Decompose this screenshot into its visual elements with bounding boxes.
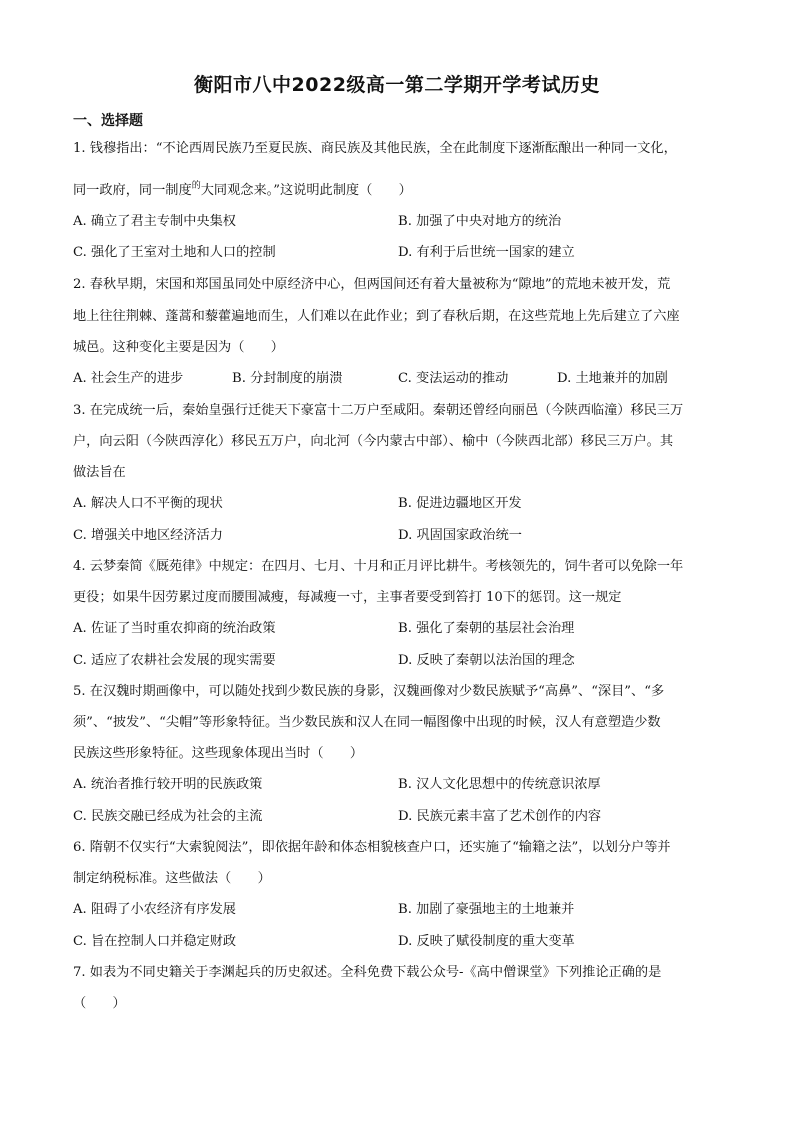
q2-line-2: 地上往往荆棘、蓬蒿和藜藿遍地而生，人们难以在此作业；到了春秋后期，在这些荒地上先后建立了六座 bbox=[73, 309, 680, 324]
q1-line-2-tail: 大同观念来。”这说明此制度（ ） bbox=[200, 183, 412, 198]
q3-line-2: 户，向云阳（今陕西淳化）移民五万户，向北河（今内蒙古中部）、榆中（今陕西北部）移民三万户。其 bbox=[73, 434, 674, 449]
q3-option-d: D. 巩固国家政治统一 bbox=[398, 528, 522, 543]
q5-line-1: 5. 在汉魏时期画像中，可以随处找到少数民族的身影，汉魏画像对少数民族赋予“高鼻”、“深目”、“多 bbox=[73, 684, 665, 699]
q1-line-2-text: 同一政府，同一制度 bbox=[73, 183, 192, 198]
q3-option-c: C. 增强关中地区经济活力 bbox=[73, 528, 223, 543]
q2-option-a: A. 社会生产的进步 bbox=[73, 371, 184, 386]
q4-option-a: A. 佐证了当时重农抑商的统治政策 bbox=[73, 621, 276, 636]
q1-line-1: 1. 钱穆指出：“不论西周民族乃至夏民族、商民族及其他民族，全在此制度下逐渐酝酿出一种同一文化， bbox=[73, 141, 677, 156]
q1-superscript: 的 bbox=[191, 181, 201, 191]
q4-line-2: 更役；如果牛因劳累过度而腰围减瘦，每减瘦一寸，主事者要受到笞打 10下的惩罚。这一规定 bbox=[73, 590, 622, 605]
q7-line-2: （ ） bbox=[73, 996, 126, 1011]
q2-line-3: 城邑。这种变化主要是因为（ ） bbox=[73, 340, 284, 355]
section-heading: 一、选择题 bbox=[73, 113, 143, 129]
q4-option-b: B. 强化了秦朝的基层社会治理 bbox=[398, 621, 575, 636]
q5-option-d: D. 民族元素丰富了艺术创作的内容 bbox=[398, 809, 602, 824]
q4-option-c: C. 适应了农耕社会发展的现实需要 bbox=[73, 653, 276, 668]
q2-option-d: D. 土地兼并的加剧 bbox=[557, 371, 668, 386]
q6-line-2: 制定纳税标准。这些做法（ ） bbox=[73, 871, 271, 886]
q3-line-1: 3. 在完成统一后，秦始皇强行迁徙天下豪富十二万户至咸阳。秦朝还曾经向丽邑（今陕西临潼）移民三万 bbox=[73, 403, 684, 418]
q6-option-d: D. 反映了赋役制度的重大变革 bbox=[398, 934, 575, 949]
q2-line-1: 2. 春秋早期，宋国和郑国虽同处中原经济中心，但两国间还有着大量被称为“隙地”的荒地未被开发，荒 bbox=[73, 277, 671, 292]
q3-line-3: 做法旨在 bbox=[73, 465, 126, 480]
q3-option-b: B. 促进边疆地区开发 bbox=[398, 496, 522, 511]
q1-option-d: D. 有利于后世统一国家的建立 bbox=[398, 245, 575, 260]
page-title: 衡阳市八中2022级高一第二学期开学考试历史 bbox=[194, 74, 600, 96]
q1-option-b: B. 加强了中央对地方的统治 bbox=[398, 214, 562, 229]
q2-option-c: C. 变法运动的推动 bbox=[398, 371, 509, 386]
q2-option-b: B. 分封制度的崩溃 bbox=[232, 371, 343, 386]
q1-option-a: A. 确立了君主专制中央集权 bbox=[73, 214, 236, 229]
q6-line-1: 6. 隋朝不仅实行“大索貌阅法”，即依据年龄和体态相貌核查户口，还实施了“输籍之法”，以划分户等并 bbox=[73, 840, 671, 855]
q4-option-d: D. 反映了秦朝以法治国的理念 bbox=[398, 653, 575, 668]
q4-line-1: 4. 云梦秦简《厩苑律》中规定：在四月、七月、十月和正月评比耕牛。考核领先的，饲牛者可以免除一年 bbox=[73, 559, 684, 574]
q3-option-a: A. 解决人口不平衡的现状 bbox=[73, 496, 223, 511]
q6-option-c: C. 旨在控制人口并稳定财政 bbox=[73, 934, 237, 949]
q1-option-c: C. 强化了王室对土地和人口的控制 bbox=[73, 245, 276, 260]
q5-option-a: A. 统治者推行较开明的民族政策 bbox=[73, 777, 263, 792]
q1-line-2 bbox=[73, 177, 723, 200]
q6-option-b: B. 加剧了豪强地主的土地兼并 bbox=[398, 902, 575, 917]
q5-line-3: 民族这些形象特征。这些现象体现出当时（ ） bbox=[73, 746, 364, 761]
q5-option-c: C. 民族交融已经成为社会的主流 bbox=[73, 809, 263, 824]
q5-option-b: B. 汉人文化思想中的传统意识浓厚 bbox=[398, 777, 601, 792]
q7-line-1: 7. 如表为不同史籍关于李渊起兵的历史叙述。全科免费下载公众号-《高中僧课堂》下列推论正确的是 bbox=[73, 965, 662, 980]
q6-option-a: A. 阻碍了小农经济有序发展 bbox=[73, 902, 236, 917]
q5-line-2: 须”、“披发”、“尖帽”等形象特征。当少数民族和汉人在同一幅图像中出现的时候，汉人有意塑造少数 bbox=[73, 715, 661, 730]
